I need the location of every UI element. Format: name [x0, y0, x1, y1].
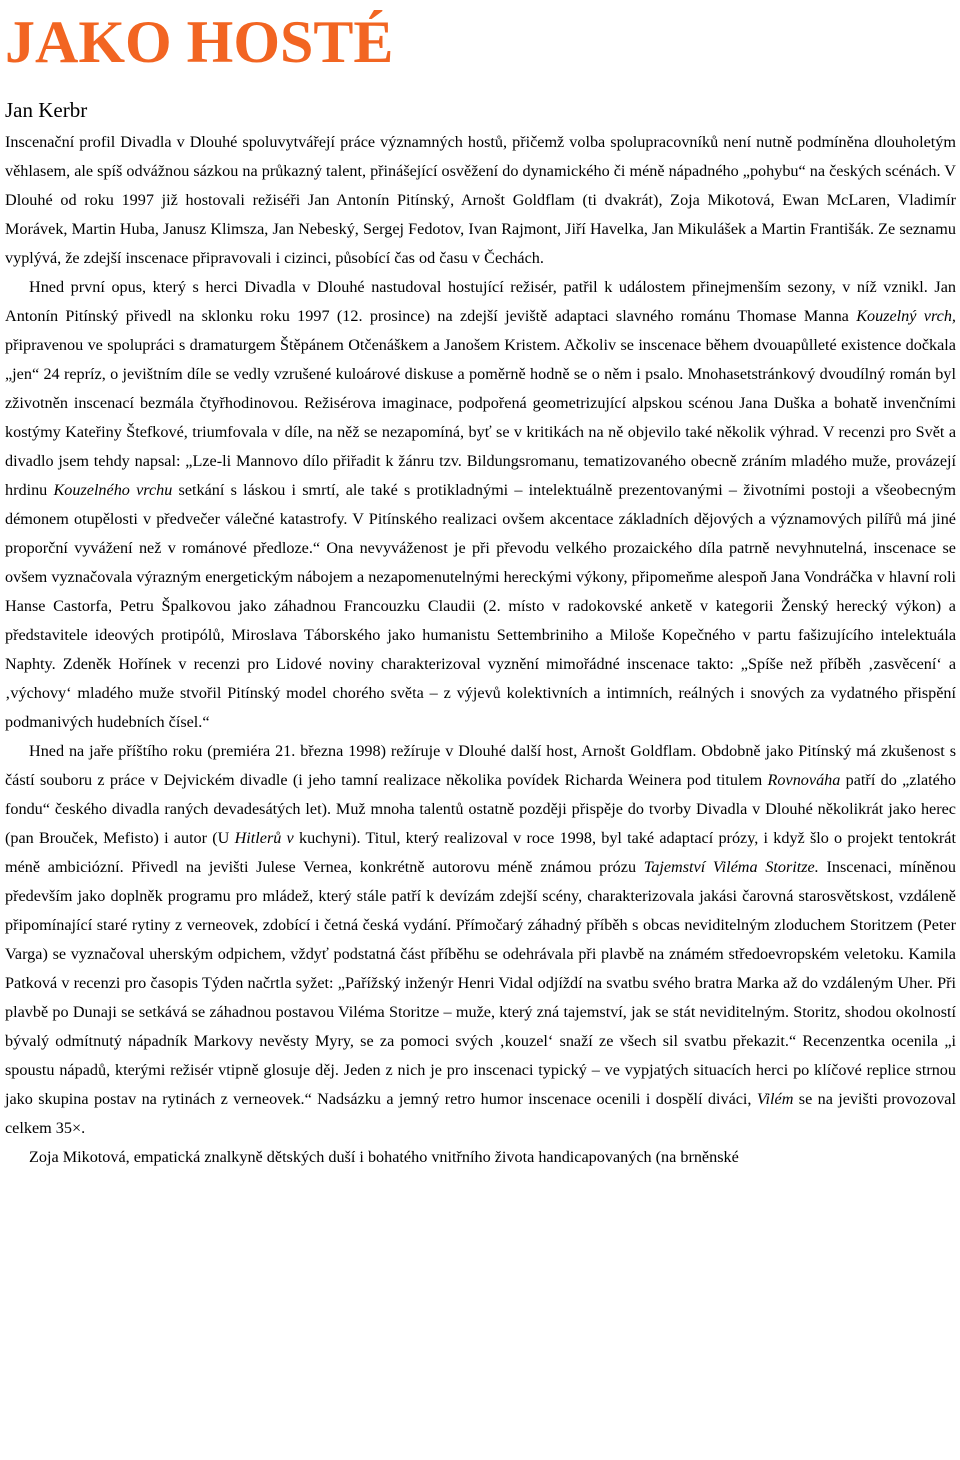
article-author: Jan Kerbr: [5, 98, 88, 122]
text-segment: kuchyni). Titul, který realizoval v roce 1998, byl také adaptací prózy, i když šlo o projekt tentokrát méně ambiciózní. Přivedl na jevišti Julese Vernea, konkrétně autorovu méně známou prózu: [5, 829, 956, 876]
text-segment: patří do „zlatého fondu“ českého divadla raných devadesátých let). Muž mnoha talentů ostatně později přispěje do tvorby Divadla v Dlouhé několikrát jako herec (pan Brouček, Mefisto) i autor (U: [5, 771, 956, 847]
document-page: [5, 0, 956, 1172]
text-segment: připravenou ve spolupráci s dramaturgem Štěpánem Otčenáškem a Janošem Kristem. Ačkoliv se inscenace během dvouapůlleté existence dočkala „jen“ 24 repríz, o jevištním díle se vedly vzrušené kuloárové diskuse a poměrně hodně se o něm i psalo. Mnohasetstránkový dvoudílný román byl zživotněn inscenací bezmála čtyřhodinovou. Režisérova imaginace, podpořená geometrizující alpskou scénou Jana Duška a bohatě invenčními kostýmy Kateřiny Štefkové, triumfovala v díle, na něž se nezapomíná, byť se v kritikách na ně objevilo také několik výhrad. V recenzi pro Svět a divadlo jsem tehdy napsal: „Lze-li Mannovo dílo přiřadit k žánru tzv. Bildungsromanu, tematizovaného obecně zráním mladého muže, provázejí hrdinu: [5, 336, 956, 499]
text-segment: Hned na jaře příštího roku (premiéra 21. března 1998) režíruje v Dlouhé další host, Arnošt Goldflam. Obdobně jako Pitínský má zkušenost s částí souboru z práce v Dejvickém divadle (i jeho tamní realizace několika povídek Richarda Weinera pod titulem: [5, 742, 956, 789]
italic-title: Vilém: [756, 1090, 794, 1108]
paragraph-goldflam: [5, 737, 956, 1143]
article-title: JAKO HOSTÉ: [5, 9, 394, 75]
italic-title: Hitlerů v: [234, 829, 294, 847]
text-segment: Hned první opus, který s herci Divadla v Dlouhé nastudoval hostující režisér, patřil k událostem přinejmenším sezony, v níž vznikl. Jan Antonín Pitínský přivedl na sklonku roku 1997 (12. prosince) na zdejší jeviště adaptaci slavného románu Thomase Manna: [5, 278, 956, 325]
paragraph-pitinsky: [5, 273, 956, 737]
text-segment: setkání s láskou i smrtí, ale také s protikladnými – intelektuálně prezentovanými – životními postoji a všeobecným démonem otupělosti v předvečer válečné katastrofy. V Pitínského realizaci ovšem akcentace základních dějových a významových pilířů má jiné proporční vyvážení než v románové předloze.“ Ona nevyváženost je při převodu velkého prozaického díla patrně nevyhnutelná, inscenace se ovšem vyznačovala výrazným energetickým nábojem a nezapomenutelnými hereckými výkony, připomeňme alespoň Jana Vondráčka v hlavní roli Hanse Castorfa, Petru Špalkovou jako záhadnou Francouzku Claudii (2. místo v radokovské anketě v kategorii Ženský herecký výkon) a představitele ideových protipólů, Miroslava Táborského jako humanistu Settembriniho a Miloše Kopečného v partu fašizujícího intelektuála Naphty. Zdeněk Hořínek v recenzi pro Lidové noviny charakterizoval vyznění mimořádné inscenace takto: „Spíše než příběh ‚zasvěcení‘ a ‚výchovy‘ mladého muže stvořil Pitínský model chorého světa – z výjevů kolektivních a intimních, reálných i snových za vydatného přispění podmanivých hudebních čísel.“: [5, 481, 956, 731]
italic-title: Tajemství Viléma Storitze.: [643, 858, 819, 876]
paragraph-intro: [5, 128, 956, 273]
italic-title: Rovnováha: [767, 771, 841, 789]
text-segment: Inscenaci, míněnou především jako doplněk programu pro mládež, který stále patří k devízám zdejší scény, charakterizovala jakási čarovná starosvětskost, vzdáleně připomínající staré rytiny z verneovek, zdobící i četná česká vydání. Přímočarý záhadný příběh s obcas neviditelným zloduchem Storitzem (Peter Varga) se vyznačoval uherským odpichem, vždyť podstatná část příběhu se odehrávala při plavbě na známém středoevropském veletoku. Kamila Patková v recenzi pro časopis Týden načrtla syžet: „Pařížský inženýr Henri Vidal odjíždí na svatbu svého bratra Marka až do vzdáleným Uher. Při plavbě po Dunaji se setkává se záhadnou postavou Viléma Storitze – muže, který zná tajemství, jak se stát neviditelným. Storitz, shodou okolností bývalý odmítnutý nápadník Markovy nevěsty Myry, se za pomoci svých ‚kouzel‘ snaží ze všech sil svatbu překazit.“ Recenzentka ocenila „i spoustu nápadů, kterými režisér vtipně glosuje děj. Jeden z nich je pro inscenaci typický – ve vypjatých situacích herci po klíčové replice strnou jako skupina postav na rytinách z verneovek.“ Nadsázku a jemný retro humor inscenace ocenili i dospělí diváci,: [5, 858, 956, 1108]
article-body: [5, 128, 956, 1172]
italic-title: Kouzelného vrchu: [53, 481, 173, 499]
paragraph-mikotova: [5, 1143, 956, 1172]
italic-title: Kouzelný vrch,: [856, 307, 956, 325]
text-segment: se na jevišti provozoval celkem 35×.: [5, 1090, 956, 1137]
text-segment: Zoja Mikotová, empatická znalkyně dětských duší i bohatého vnitřního života handicapovaných (na brněnské: [29, 1148, 739, 1166]
text-segment: Inscenační profil Divadla v Dlouhé spoluvytvářejí práce významných hostů, přičemž volba spolupracovníků není nutně podmíněna dlouholetým věhlasem, ale spíš odvážnou sázkou na průkazný talent, přinášející osvěžení do dynamického či méně nápadného „pohybu“ na českých scénách. V Dlouhé od roku 1997 již hostovali režiséři Jan Antonín Pitínský, Arnošt Goldflam (ti dvakrát), Zoja Mikotová, Ewan McLaren, Vladimír Morávek, Martin Huba, Janusz Klimsza, Jan Nebeský, Sergej Fedotov, Ivan Rajmont, Jiří Havelka, Jan Mikulášek a Martin Františák. Ze seznamu vyplývá, že zdejší inscenace připravovali i cizinci, působící čas od času v Čechách.: [5, 133, 956, 267]
